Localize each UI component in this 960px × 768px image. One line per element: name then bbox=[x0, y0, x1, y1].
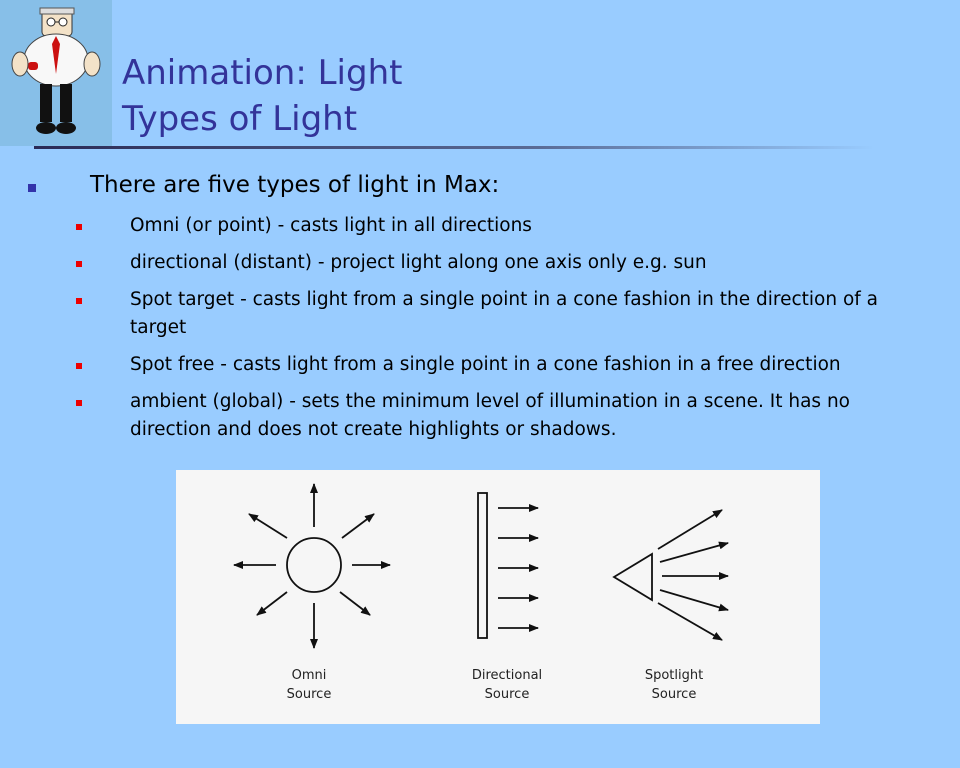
sub-bullet-text: directional (distant) - project light along one axis only e.g. sun bbox=[130, 252, 707, 273]
sub-bullet-item bbox=[74, 286, 904, 351]
red-bullet-icon bbox=[76, 363, 82, 369]
directional-label-line-1: Directional bbox=[471, 668, 543, 683]
spotlight-label-line-1: Spotlight bbox=[644, 668, 704, 683]
omni-label-line-2: Source bbox=[286, 687, 332, 702]
red-bullet-icon bbox=[76, 298, 82, 304]
sub-bullet-text: Spot free - casts light from a single point in a cone fashion in a free direction bbox=[130, 354, 841, 375]
light-types-figure bbox=[176, 470, 820, 724]
directional-source-diagram bbox=[478, 493, 538, 638]
sub-bullet-item bbox=[74, 388, 904, 453]
spotlight-source-diagram bbox=[614, 510, 728, 640]
red-bullet-icon bbox=[76, 400, 82, 406]
sub-bullet-item bbox=[74, 212, 904, 249]
cartoon-man-logo-icon bbox=[0, 0, 112, 146]
logo-panel bbox=[0, 0, 112, 146]
main-bullet-text: There are five types of light in Max: bbox=[90, 172, 500, 198]
sub-bullet-text: Spot target - casts light from a single point in a cone fashion in the direction of a target bbox=[130, 289, 878, 338]
main-bullet-icon bbox=[28, 184, 36, 192]
red-bullet-icon bbox=[76, 261, 82, 267]
light-types-diagram bbox=[176, 470, 820, 724]
sub-bullet-list bbox=[74, 212, 904, 453]
slide-title bbox=[122, 50, 402, 142]
red-bullet-icon bbox=[76, 224, 82, 230]
sub-bullet-text: ambient (global) - sets the minimum level of illumination in a scene. It has no direction and does not create highlights or shadows. bbox=[130, 391, 850, 440]
omni-source-diagram bbox=[234, 484, 390, 648]
title-line-2: Types of Light bbox=[122, 99, 358, 139]
title-divider bbox=[34, 146, 874, 149]
spotlight-label-line-2: Source bbox=[651, 687, 697, 702]
title-line-1: Animation: Light bbox=[122, 53, 403, 93]
omni-label-line-1: Omni bbox=[291, 668, 327, 683]
sub-bullet-text: Omni (or point) - casts light in all directions bbox=[130, 215, 532, 236]
sub-bullet-item bbox=[74, 249, 904, 286]
sub-bullet-item bbox=[74, 351, 904, 388]
directional-label-line-2: Source bbox=[484, 687, 530, 702]
